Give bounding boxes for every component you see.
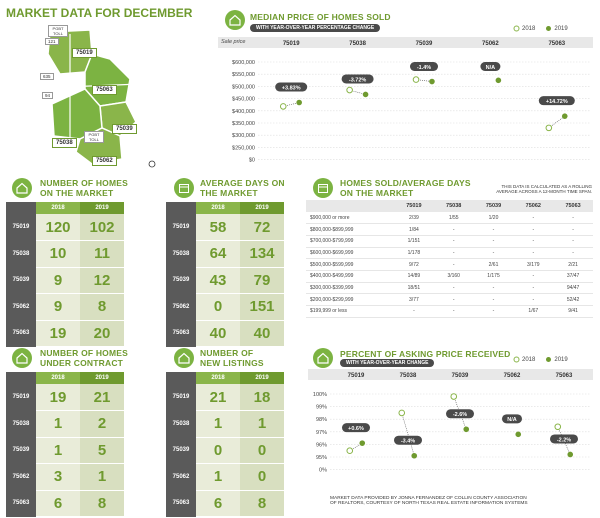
table-cell: 9/72 bbox=[394, 259, 434, 271]
calendar-icon bbox=[313, 178, 333, 198]
table-row bbox=[166, 411, 284, 438]
new-listings-title: NUMBER OF NEW LISTINGS bbox=[200, 348, 264, 368]
table-cell: 1/55 bbox=[434, 212, 474, 224]
value-2019: 18 bbox=[240, 384, 284, 411]
zip-column-label: 75019 bbox=[347, 373, 365, 379]
point-2018 bbox=[399, 410, 405, 416]
value-2019: 134 bbox=[240, 241, 284, 268]
column-header: 75063 bbox=[553, 200, 593, 212]
table-cell: - bbox=[434, 259, 474, 271]
value-2018: 40 bbox=[196, 320, 240, 347]
compass-icon bbox=[149, 161, 155, 167]
col-header-2018: 2018 bbox=[36, 202, 80, 214]
table-cell: - bbox=[513, 270, 553, 282]
table-corner bbox=[166, 372, 196, 384]
house-icon bbox=[174, 348, 194, 368]
y-tick-label: 98% bbox=[315, 417, 327, 424]
calendar-icon bbox=[174, 178, 194, 198]
table-row bbox=[6, 294, 124, 321]
homes-on-market-title: NUMBER OF HOMES ON THE MARKET bbox=[40, 178, 128, 198]
y-tick-label: $350,000 bbox=[232, 121, 255, 127]
table-cell: - bbox=[513, 224, 553, 236]
point-2019 bbox=[463, 426, 469, 432]
table-row bbox=[166, 320, 284, 347]
y-tick-label: $400,000 bbox=[232, 108, 255, 115]
value-2018: 21 bbox=[196, 384, 240, 411]
map-label-75019: 75019 bbox=[72, 48, 97, 58]
under-contract-table bbox=[6, 372, 124, 517]
table-cell: - bbox=[513, 294, 553, 306]
table-cell: $500,000-$599,999 bbox=[306, 259, 394, 271]
house-icon bbox=[12, 178, 32, 198]
table-cell: 14/89 bbox=[394, 270, 434, 282]
col-header-2019: 2019 bbox=[80, 202, 124, 214]
zip-column-label: 75062 bbox=[503, 373, 521, 379]
table-cell: - bbox=[394, 306, 434, 318]
y-tick-label: 97% bbox=[315, 429, 327, 436]
avg-days-title: AVERAGE DAYS ON THE MARKET bbox=[200, 178, 285, 198]
value-2019: 20 bbox=[80, 320, 124, 347]
value-2019: 8 bbox=[80, 294, 124, 321]
table-cell: $900,000 or more bbox=[306, 212, 394, 224]
column-header: 75019 bbox=[394, 200, 434, 212]
value-2018: 58 bbox=[196, 214, 240, 241]
table-cell: 9/41 bbox=[553, 306, 593, 318]
table-cell: - bbox=[513, 212, 553, 224]
value-2019: 79 bbox=[240, 267, 284, 294]
road-label: 121 bbox=[45, 38, 59, 45]
y-tick-label: $450,000 bbox=[232, 96, 255, 103]
legend-2018: 2018 bbox=[522, 356, 536, 363]
percent-asking-subtitle: WITH YEAR-OVER-YEAR CHANGE bbox=[340, 359, 434, 367]
table-row bbox=[166, 241, 284, 268]
table-cell: 3/160 bbox=[434, 270, 474, 282]
y-tick-label: $500,000 bbox=[232, 84, 255, 91]
zip-column-label: 75063 bbox=[548, 41, 566, 47]
value-2018: 64 bbox=[196, 241, 240, 268]
table-cell: - bbox=[434, 282, 474, 294]
road-label: 635 bbox=[40, 73, 54, 80]
value-2019: 0 bbox=[240, 464, 284, 491]
zip-column-label: 75063 bbox=[555, 373, 573, 379]
table-row bbox=[166, 384, 284, 411]
table-row bbox=[6, 490, 124, 517]
table-cell: $199,999 or less bbox=[306, 306, 394, 318]
value-2019: 40 bbox=[240, 320, 284, 347]
table-cell: - bbox=[553, 224, 593, 236]
map-label-75062: 75062 bbox=[92, 156, 117, 166]
house-icon bbox=[225, 10, 245, 30]
zip-column-label: 75019 bbox=[282, 41, 300, 47]
table-cell: - bbox=[513, 247, 553, 259]
median-price-subtitle: WITH YEAR-OVER-YEAR PERCENTAGE CHANGE bbox=[250, 24, 380, 32]
table-cell: 2/39 bbox=[394, 212, 434, 224]
value-2018: 1 bbox=[196, 464, 240, 491]
point-2018 bbox=[555, 424, 561, 430]
homes-sold-title: HOMES SOLD/AVERAGE DAYS ON THE MARKET bbox=[340, 178, 471, 198]
zip-column-label: 75038 bbox=[399, 373, 417, 379]
table-cell: $700,000-$799,999 bbox=[306, 235, 394, 247]
change-label: -2.2% bbox=[556, 437, 572, 444]
point-2018 bbox=[546, 125, 552, 131]
zip-column-label: 75062 bbox=[482, 41, 499, 47]
table-cell: 3/179 bbox=[513, 259, 553, 271]
zip-cell: 75063 bbox=[6, 490, 36, 517]
table-cell: - bbox=[474, 306, 514, 318]
point-2019 bbox=[562, 113, 568, 119]
table-row bbox=[6, 437, 124, 464]
table-cell: $800,000-$899,999 bbox=[306, 224, 394, 236]
house-icon bbox=[12, 348, 32, 368]
y-tick-label: $300,000 bbox=[232, 133, 255, 140]
zip-column-label: 75038 bbox=[349, 41, 366, 47]
point-2019 bbox=[363, 92, 369, 98]
median-price-title: MEDIAN PRICE OF HOMES SOLD bbox=[250, 12, 391, 22]
zip-cell: 75038 bbox=[6, 241, 36, 268]
table-cell: 52/42 bbox=[553, 294, 593, 306]
map-label-75038: 75038 bbox=[52, 138, 77, 148]
homes-on-market-table bbox=[6, 202, 124, 347]
table-cell: 1/178 bbox=[394, 247, 434, 259]
table-cell: 1/151 bbox=[394, 235, 434, 247]
table-row bbox=[306, 306, 593, 318]
legend-2018: 2018 bbox=[522, 25, 536, 32]
table-row bbox=[6, 214, 124, 241]
point-2019 bbox=[359, 440, 365, 446]
table-cell: 1/20 bbox=[474, 212, 514, 224]
value-2019: 1 bbox=[240, 411, 284, 438]
table-row bbox=[6, 411, 124, 438]
value-2019: 2 bbox=[80, 411, 124, 438]
col-header-2018: 2018 bbox=[196, 372, 240, 384]
table-cell: 18/51 bbox=[394, 282, 434, 294]
change-label: -3.72% bbox=[348, 77, 367, 84]
point-2018 bbox=[451, 394, 457, 400]
table-row bbox=[166, 437, 284, 464]
point-2018 bbox=[347, 87, 353, 93]
avg-days-table bbox=[166, 202, 284, 347]
road-label: PGBT TOLL bbox=[84, 131, 104, 143]
table-cell: 1/84 bbox=[394, 224, 434, 236]
table-header-row bbox=[306, 200, 593, 212]
value-2019: 151 bbox=[240, 294, 284, 321]
value-2019: 72 bbox=[240, 214, 284, 241]
under-contract-title: NUMBER OF HOMES UNDER CONTRACT bbox=[40, 348, 128, 368]
zip-cell: 75063 bbox=[166, 320, 196, 347]
zip-cell: 75039 bbox=[6, 267, 36, 294]
value-2019: 8 bbox=[240, 490, 284, 517]
zip-cell: 75063 bbox=[166, 490, 196, 517]
y-tick-label: 100% bbox=[312, 392, 327, 398]
table-cell: 1/67 bbox=[513, 306, 553, 318]
point-2019 bbox=[567, 452, 573, 458]
zip-cell: 75039 bbox=[166, 437, 196, 464]
zip-cell: 75062 bbox=[166, 464, 196, 491]
table-row bbox=[6, 241, 124, 268]
table-row bbox=[6, 464, 124, 491]
percent-asking-chart bbox=[308, 369, 593, 479]
zip-cell: 75062 bbox=[6, 294, 36, 321]
homes-sold-table-wrap bbox=[306, 200, 593, 318]
table-cell: - bbox=[553, 235, 593, 247]
zip-cell: 75019 bbox=[166, 214, 196, 241]
value-2019: 102 bbox=[80, 214, 124, 241]
value-2019: 8 bbox=[80, 490, 124, 517]
median-price-axis-label: Sale price bbox=[221, 39, 246, 45]
zip-cell: 75019 bbox=[6, 214, 36, 241]
new-listings-table bbox=[166, 372, 284, 517]
table-cell: - bbox=[513, 235, 553, 247]
value-2019: 0 bbox=[240, 437, 284, 464]
homes-sold-note: THIS DATA IS CALCULATED AS A ROLLING AVERAGE ACROSS A 12-MONTH TIME SPAN. bbox=[496, 184, 592, 194]
point-2019 bbox=[429, 79, 435, 85]
table-cell: $400,000-$499,999 bbox=[306, 270, 394, 282]
legend-2019: 2019 bbox=[554, 25, 568, 32]
column-header: 75039 bbox=[474, 200, 514, 212]
table-cell: 1/175 bbox=[474, 270, 514, 282]
zip-cell: 75039 bbox=[6, 437, 36, 464]
zip-cell: 75039 bbox=[166, 267, 196, 294]
value-2019: 21 bbox=[80, 384, 124, 411]
point-2018 bbox=[347, 448, 353, 454]
table-corner bbox=[6, 372, 36, 384]
table-cell: 2/61 bbox=[474, 259, 514, 271]
value-2019: 5 bbox=[80, 437, 124, 464]
table-row bbox=[306, 212, 593, 224]
change-label: -3.4% bbox=[400, 438, 416, 445]
road-label: 94 bbox=[42, 92, 53, 99]
value-2018: 10 bbox=[36, 241, 80, 268]
homes-sold-table bbox=[306, 200, 593, 318]
y-tick-label: $600,000 bbox=[232, 60, 255, 66]
zip-column-label: 75039 bbox=[451, 373, 469, 379]
change-label: -2.6% bbox=[452, 412, 468, 419]
table-row bbox=[166, 490, 284, 517]
percent-asking-title: PERCENT OF ASKING PRICE RECEIVED bbox=[340, 349, 511, 359]
table-row bbox=[166, 214, 284, 241]
table-cell: - bbox=[434, 247, 474, 259]
zip-cell: 75019 bbox=[166, 384, 196, 411]
table-cell: - bbox=[434, 306, 474, 318]
table-cell: 3/77 bbox=[394, 294, 434, 306]
column-header: 75038 bbox=[434, 200, 474, 212]
value-2018: 120 bbox=[36, 214, 80, 241]
value-2018: 43 bbox=[196, 267, 240, 294]
zip-cell: 75019 bbox=[6, 384, 36, 411]
table-cell: 2/21 bbox=[553, 259, 593, 271]
value-2018: 1 bbox=[196, 411, 240, 438]
value-2018: 6 bbox=[36, 490, 80, 517]
value-2018: 1 bbox=[36, 411, 80, 438]
table-row bbox=[6, 384, 124, 411]
map-label-75039: 75039 bbox=[112, 124, 137, 134]
change-label: +14.72% bbox=[545, 98, 568, 105]
value-2019: 11 bbox=[80, 241, 124, 268]
column-header bbox=[306, 200, 394, 212]
value-2018: 1 bbox=[36, 437, 80, 464]
table-cell: $300,000-$399,999 bbox=[306, 282, 394, 294]
road-label: PGBT TOLL bbox=[48, 25, 68, 37]
col-header-2019: 2019 bbox=[240, 202, 284, 214]
house-icon bbox=[313, 348, 333, 368]
table-cell: - bbox=[553, 247, 593, 259]
change-label: N/A bbox=[507, 417, 517, 424]
value-2018: 3 bbox=[36, 464, 80, 491]
y-tick-label: 0% bbox=[319, 467, 327, 474]
table-cell: - bbox=[474, 247, 514, 259]
y-tick-label: 95% bbox=[315, 455, 327, 461]
table-row bbox=[306, 270, 593, 282]
value-2018: 19 bbox=[36, 384, 80, 411]
value-2019: 1 bbox=[80, 464, 124, 491]
zip-cell: 75038 bbox=[6, 411, 36, 438]
footer-credit: MARKET DATA PROVIDED BY JONNA FERNANDEZ OF COLLIN COUNTY ASSOCIATION OF REALTORS, COURTESY OF NORTH TEXAS REAL ESTATE INFORMATION SYSTEMS bbox=[330, 496, 528, 506]
table-row bbox=[306, 224, 593, 236]
col-header-2019: 2019 bbox=[80, 372, 124, 384]
y-tick-label: 96% bbox=[315, 442, 327, 449]
y-tick-label: $250,000 bbox=[232, 145, 255, 152]
point-2018 bbox=[413, 77, 419, 83]
zip-cell: 75062 bbox=[166, 294, 196, 321]
col-header-2018: 2018 bbox=[196, 202, 240, 214]
value-2018: 6 bbox=[196, 490, 240, 517]
value-2018: 9 bbox=[36, 267, 80, 294]
value-2019: 12 bbox=[80, 267, 124, 294]
point-2019 bbox=[411, 453, 417, 459]
value-2018: 0 bbox=[196, 437, 240, 464]
value-2018: 19 bbox=[36, 320, 80, 347]
point-2018 bbox=[280, 104, 286, 110]
table-cell: - bbox=[474, 235, 514, 247]
table-corner bbox=[166, 202, 196, 214]
change-label: N/A bbox=[485, 64, 496, 71]
y-tick-label: 99% bbox=[315, 404, 327, 411]
value-2018: 9 bbox=[36, 294, 80, 321]
table-row bbox=[166, 267, 284, 294]
y-tick-label: $0 bbox=[248, 157, 255, 164]
change-label: +3.83% bbox=[281, 85, 301, 92]
value-2018: 0 bbox=[196, 294, 240, 321]
table-row bbox=[306, 259, 593, 271]
table-cell: 37/47 bbox=[553, 270, 593, 282]
col-header-2018: 2018 bbox=[36, 372, 80, 384]
table-cell: $600,000-$699,999 bbox=[306, 247, 394, 259]
table-cell: 94/47 bbox=[553, 282, 593, 294]
zip-column-label: 75039 bbox=[415, 41, 433, 47]
point-2019 bbox=[496, 78, 502, 84]
table-row bbox=[306, 247, 593, 259]
point-2019 bbox=[296, 100, 302, 106]
table-row bbox=[6, 267, 124, 294]
table-row bbox=[306, 235, 593, 247]
table-cell: - bbox=[474, 294, 514, 306]
table-cell: - bbox=[434, 224, 474, 236]
table-cell: - bbox=[553, 212, 593, 224]
page-title: MARKET DATA FOR DECEMBER bbox=[6, 6, 193, 20]
table-corner bbox=[6, 202, 36, 214]
table-row bbox=[6, 320, 124, 347]
zip-cell: 75062 bbox=[6, 464, 36, 491]
median-price-legend bbox=[513, 25, 568, 32]
zip-cell: 75038 bbox=[166, 241, 196, 268]
table-row bbox=[166, 464, 284, 491]
percent-asking-legend bbox=[513, 356, 568, 363]
table-cell: - bbox=[474, 224, 514, 236]
y-tick-label: $550,000 bbox=[232, 72, 255, 79]
median-price-chart bbox=[218, 37, 593, 172]
column-header: 75062 bbox=[513, 200, 553, 212]
table-row bbox=[166, 294, 284, 321]
point-2019 bbox=[515, 432, 521, 438]
table-cell: $200,000-$299,999 bbox=[306, 294, 394, 306]
table-cell: - bbox=[434, 294, 474, 306]
col-header-2019: 2019 bbox=[240, 372, 284, 384]
zip-cell: 75063 bbox=[6, 320, 36, 347]
table-cell: - bbox=[434, 235, 474, 247]
table-row bbox=[306, 282, 593, 294]
table-cell: - bbox=[474, 282, 514, 294]
table-cell: - bbox=[513, 282, 553, 294]
legend-2019: 2019 bbox=[554, 356, 568, 363]
map-label-75063: 75063 bbox=[92, 85, 117, 95]
table-row bbox=[306, 294, 593, 306]
change-label: +0.6% bbox=[348, 425, 364, 432]
change-label: -1.4% bbox=[416, 64, 432, 71]
zip-cell: 75038 bbox=[166, 411, 196, 438]
